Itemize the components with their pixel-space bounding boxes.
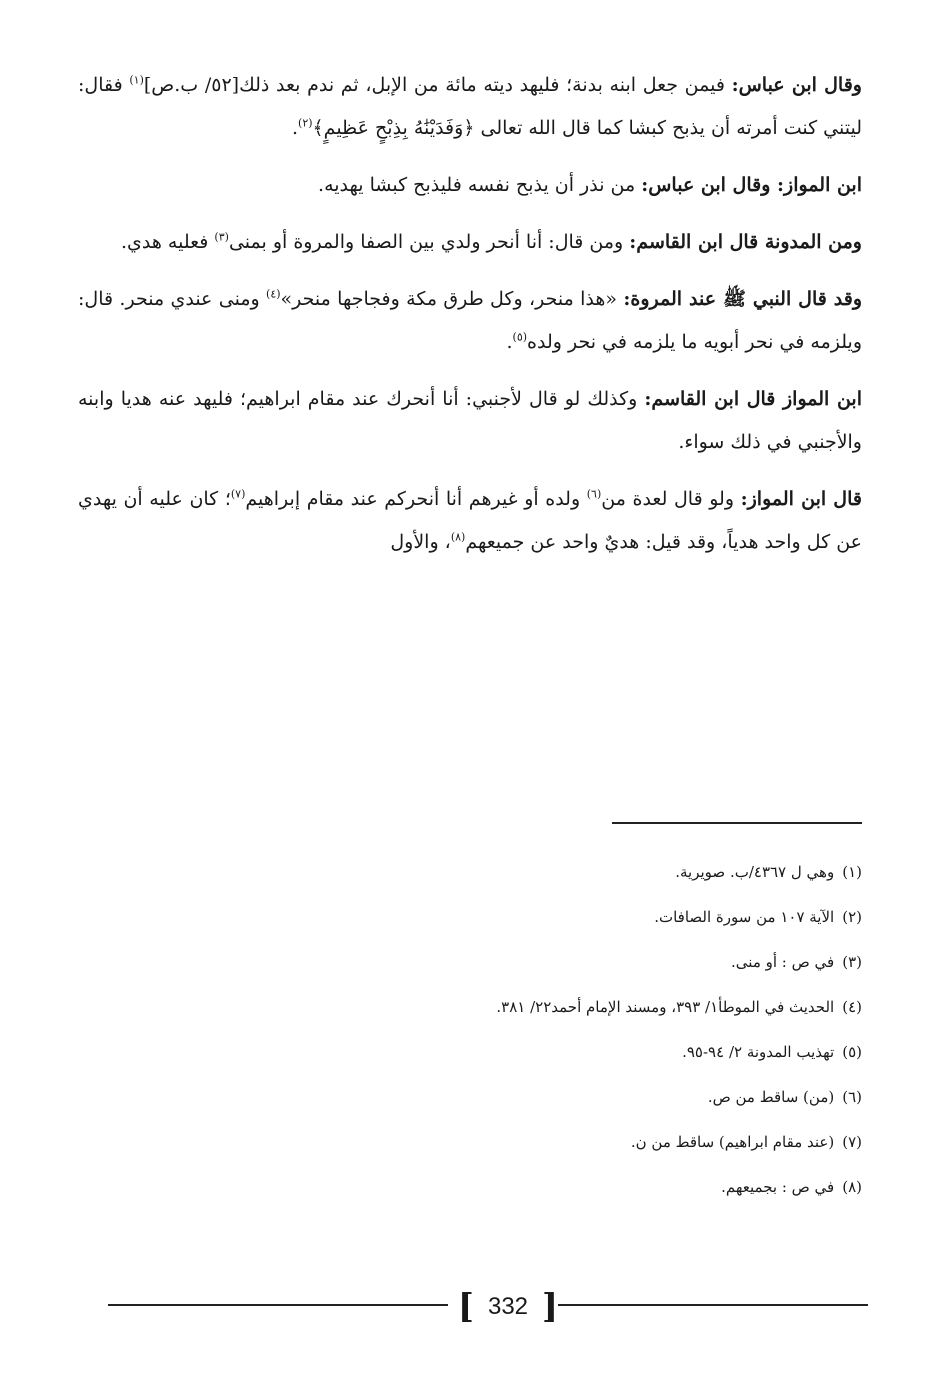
footnote-ref: (١) bbox=[129, 73, 144, 87]
footnote-item bbox=[78, 1165, 862, 1210]
footnote-text: الحديث في الموطأ١/ ٣٩٣، ومسند الإمام أحمد٢٢/ ٣٨١. bbox=[496, 998, 835, 1016]
paragraph-text: ؛ كان عليه أن يهدي عن كل واحد هدياً، وقد قيل: هديٌ واحد عن جميعهم bbox=[78, 488, 862, 553]
footnote-text: في ص : بجميعهم. bbox=[721, 1178, 835, 1196]
footnote-text: (عند مقام ابراهيم) ساقط من ن. bbox=[630, 1133, 835, 1151]
footnote-number: (٣) bbox=[842, 953, 862, 971]
paragraph-text: ، والأول bbox=[390, 531, 451, 553]
footnote-item bbox=[78, 1075, 862, 1120]
paragraph-text: فقال: ليتني كنت أمرته أن يذبح كبشا كما قال الله تعالى ﴿وَفَدَيْنَٰهُ بِذِبْحٍ عَظِيمٍ﴾ bbox=[78, 74, 862, 139]
footnote-text: تهذيب المدونة ٢/ ٩٤-٩٥. bbox=[682, 1043, 835, 1061]
paragraph-text: ومنى عندي منحر. قال: ويلزمه في نحر أبويه ما يلزمه في نحر ولده bbox=[78, 288, 862, 353]
paragraph-text: ولده أو غيرهم أنا أنحركم عند مقام إبراهيم bbox=[245, 488, 581, 510]
footnote-ref: (٥) bbox=[512, 330, 528, 344]
paragraph-text: وكذلك لو قال لأجنبي: أنا أنحرك عند مقام ابراهيم؛ فليهد عنه هديا وابنه والأجنبي في ذلك سواء. bbox=[78, 388, 862, 453]
paragraph-text: «هذا منحر، وكل طرق مكة وفجاجها منحر» bbox=[280, 288, 618, 310]
page-number-text: 332 bbox=[487, 1292, 529, 1320]
paragraph-lead: ابن المواز قال ابن القاسم: bbox=[644, 388, 862, 410]
paragraph-1 bbox=[78, 64, 862, 150]
paragraph-text: ولو قال لعدة من bbox=[601, 488, 735, 510]
paragraph-6 bbox=[78, 478, 862, 564]
paragraph-text: ومن قال: أنا أنحر ولدي بين الصفا والمروة أو بمنى bbox=[228, 231, 624, 253]
footnote-ref: (٤) bbox=[266, 287, 281, 301]
footnote-ref: (٧) bbox=[230, 487, 246, 501]
footnote-item bbox=[78, 1120, 862, 1165]
paragraph-text: . bbox=[291, 117, 299, 139]
footnote-number: (٨) bbox=[842, 1178, 862, 1196]
footnote-item bbox=[78, 850, 862, 895]
footnote-text: في ص : أو منى. bbox=[731, 953, 835, 971]
footnote-ref: (٨) bbox=[450, 530, 466, 544]
bracket-close: ] bbox=[542, 1286, 559, 1327]
paragraph-5 bbox=[78, 378, 862, 464]
paragraph-lead: وقد قال النبي ﷺ عند المروة: bbox=[623, 288, 862, 310]
paragraph-lead: ابن المواز: وقال ابن عباس: bbox=[641, 174, 862, 196]
paragraph-3 bbox=[78, 221, 862, 264]
paragraph-4 bbox=[78, 278, 862, 364]
footnote-number: (٧) bbox=[842, 1133, 862, 1151]
paragraph-text: من نذر أن يذبح نفسه فليذبح كبشا يهديه. bbox=[318, 174, 636, 196]
footer-rule-right bbox=[558, 1304, 868, 1306]
footnote-number: (١) bbox=[842, 863, 862, 881]
footnote-item bbox=[78, 985, 862, 1030]
footnote-text: (من) ساقط من ص. bbox=[707, 1088, 835, 1106]
footnote-ref: (٢) bbox=[298, 116, 313, 130]
footnote-text: وهي ل ٤٣٦٧/ب. صويرية. bbox=[675, 863, 835, 881]
footnote-number: (٢) bbox=[842, 908, 862, 926]
paragraph-2 bbox=[78, 164, 862, 207]
main-text bbox=[78, 64, 862, 578]
bracket-open: [ bbox=[457, 1286, 474, 1327]
footnote-number: (٤) bbox=[842, 998, 862, 1016]
paragraph-text: فيمن جعل ابنه بدنة؛ فليهد ديته مائة من الإبل، ثم ندم بعد ذلك[٥٢/ ب.ص] bbox=[143, 74, 725, 96]
footnote-item bbox=[78, 895, 862, 940]
footnote-item bbox=[78, 1030, 862, 1075]
page-number bbox=[453, 1286, 563, 1326]
paragraph-text: . bbox=[506, 331, 513, 353]
page-footer bbox=[108, 1286, 868, 1326]
paragraph-lead: قال ابن المواز: bbox=[740, 488, 862, 510]
footnote-ref: (٦) bbox=[586, 487, 602, 501]
footnote-number: (٦) bbox=[842, 1088, 862, 1106]
footnote-text: الآية ١٠٧ من سورة الصافات. bbox=[654, 908, 835, 926]
footnote-separator bbox=[612, 822, 862, 824]
footnote-item bbox=[78, 940, 862, 985]
footnote-ref: (٣) bbox=[214, 230, 229, 244]
paragraph-lead: ومن المدونة قال ابن القاسم: bbox=[629, 231, 862, 253]
footnote-number: (٥) bbox=[842, 1043, 862, 1061]
footnotes bbox=[78, 850, 862, 1210]
footer-rule-left bbox=[108, 1304, 448, 1306]
paragraph-text: فعليه هدي. bbox=[120, 231, 209, 253]
paragraph-lead: وقال ابن عباس: bbox=[731, 74, 862, 96]
